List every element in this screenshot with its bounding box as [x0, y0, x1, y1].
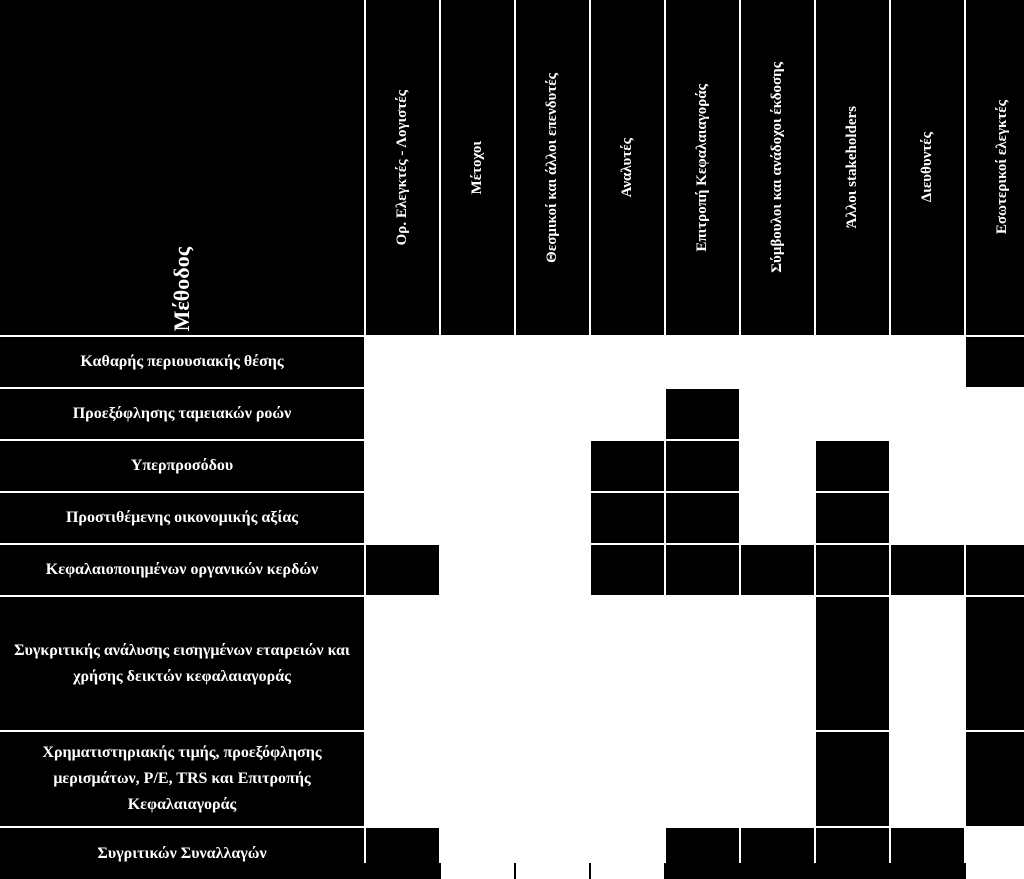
empty-cell: [516, 597, 589, 730]
marked-cell: [816, 493, 889, 543]
marked-cell: [741, 545, 814, 595]
empty-cell: [366, 732, 439, 826]
column-header-4: [591, 0, 664, 335]
empty-cell: [741, 493, 814, 543]
column-header-9: [966, 0, 1024, 335]
marked-cell: [966, 732, 1024, 826]
empty-cell: [516, 493, 589, 543]
marked-cell: [966, 545, 1024, 595]
marked-cell: [666, 441, 739, 491]
empty-cell: [516, 828, 589, 879]
empty-cell: [741, 597, 814, 730]
empty-cell: [441, 545, 514, 595]
row-label-5: Κεφαλαιοποιημένων οργανικών κερδών: [0, 545, 364, 595]
column-header-6: [741, 0, 814, 335]
empty-cell: [741, 732, 814, 826]
empty-cell: [591, 828, 664, 879]
empty-cell: [366, 597, 439, 730]
empty-cell: [591, 337, 664, 387]
empty-cell: [741, 337, 814, 387]
empty-cell: [441, 828, 514, 879]
empty-cell: [666, 732, 739, 826]
empty-cell: [891, 493, 964, 543]
marked-cell: [891, 828, 964, 879]
marked-cell: [591, 441, 664, 491]
column-header-label: Διευθυντές: [919, 132, 935, 203]
empty-cell: [966, 441, 1024, 491]
empty-cell: [666, 597, 739, 730]
empty-cell: [441, 732, 514, 826]
empty-cell: [741, 389, 814, 439]
empty-cell: [366, 337, 439, 387]
column-header-label: Άλλοι stakeholders: [844, 106, 860, 229]
empty-cell: [516, 389, 589, 439]
marked-cell: [816, 545, 889, 595]
empty-cell: [591, 597, 664, 730]
row-label-8: Συγριτικών Συναλλαγών: [0, 828, 364, 879]
empty-cell: [516, 441, 589, 491]
empty-cell: [591, 389, 664, 439]
empty-cell: [516, 545, 589, 595]
column-header-label: Θεσμικοί και άλλοι επενδυτές: [544, 72, 560, 263]
empty-cell: [891, 441, 964, 491]
marked-cell: [666, 828, 739, 879]
row-label-7: Χρηματιστηριακής τιμής, προεξόφλησης μερισμάτων, P/E, TRS και Επιτροπής Κεφαλαιαγοράς: [0, 732, 364, 826]
marked-cell: [366, 828, 439, 879]
empty-cell: [891, 597, 964, 730]
marked-cell: [816, 597, 889, 730]
empty-cell: [666, 337, 739, 387]
column-header-5: [666, 0, 739, 335]
empty-cell: [591, 732, 664, 826]
empty-cell: [816, 389, 889, 439]
empty-cell: [966, 828, 1024, 879]
empty-cell: [441, 337, 514, 387]
empty-cell: [441, 389, 514, 439]
empty-cell: [366, 441, 439, 491]
empty-cell: [891, 732, 964, 826]
marked-cell: [666, 389, 739, 439]
empty-cell: [516, 732, 589, 826]
column-header-label: Εσωτερικοί ελεγκτές: [994, 100, 1010, 235]
marked-cell: [816, 732, 889, 826]
empty-cell: [966, 493, 1024, 543]
empty-cell: [741, 441, 814, 491]
row-label-6: Συγκριτικής ανάλυσης εισηγμένων εταιρειών και χρήσης δεικτών κεφαλαιαγοράς: [0, 597, 364, 730]
marked-cell: [816, 828, 889, 879]
marked-cell: [741, 828, 814, 879]
empty-cell: [441, 493, 514, 543]
marked-cell: [966, 597, 1024, 730]
empty-cell: [966, 389, 1024, 439]
column-header-8: [891, 0, 964, 335]
row-label-3: Υπερπροσόδου: [0, 441, 364, 491]
empty-cell: [516, 337, 589, 387]
empty-cell: [441, 441, 514, 491]
row-label-4: Προστιθέμενης οικονομικής αξίας: [0, 493, 364, 543]
row-label-2: Προεξόφλησης ταμειακών ροών: [0, 389, 364, 439]
empty-cell: [891, 389, 964, 439]
marked-cell: [666, 493, 739, 543]
marked-cell: [966, 337, 1024, 387]
empty-cell: [366, 493, 439, 543]
column-header-2: [441, 0, 514, 335]
marked-cell: [816, 441, 889, 491]
empty-cell: [441, 597, 514, 730]
marked-cell: [591, 493, 664, 543]
empty-cell: [816, 337, 889, 387]
empty-cell: [366, 389, 439, 439]
empty-cell: [891, 337, 964, 387]
column-header-label: Αναλυτές: [619, 137, 635, 198]
column-header-1: [366, 0, 439, 335]
marked-cell: [666, 545, 739, 595]
column-header-label: Σύμβουλοι και ανάδοχοι έκδοσης: [769, 62, 785, 273]
marked-cell: [891, 545, 964, 595]
column-header-label: Ορ. Ελεγκτές - Λογιστές: [394, 89, 410, 246]
column-header-label: Μέτοχοι: [469, 140, 485, 195]
column-header-label: Επιτροπή Κεφαλαιαγοράς: [694, 83, 710, 252]
column-header-7: [816, 0, 889, 335]
corner-header-method: [0, 0, 364, 335]
row-label-1: Καθαρής περιουσιακής θέσης: [0, 337, 364, 387]
marked-cell: [591, 545, 664, 595]
marked-cell: [366, 545, 439, 595]
corner-header-label: Μέθοδος: [169, 246, 194, 331]
column-header-3: [516, 0, 589, 335]
